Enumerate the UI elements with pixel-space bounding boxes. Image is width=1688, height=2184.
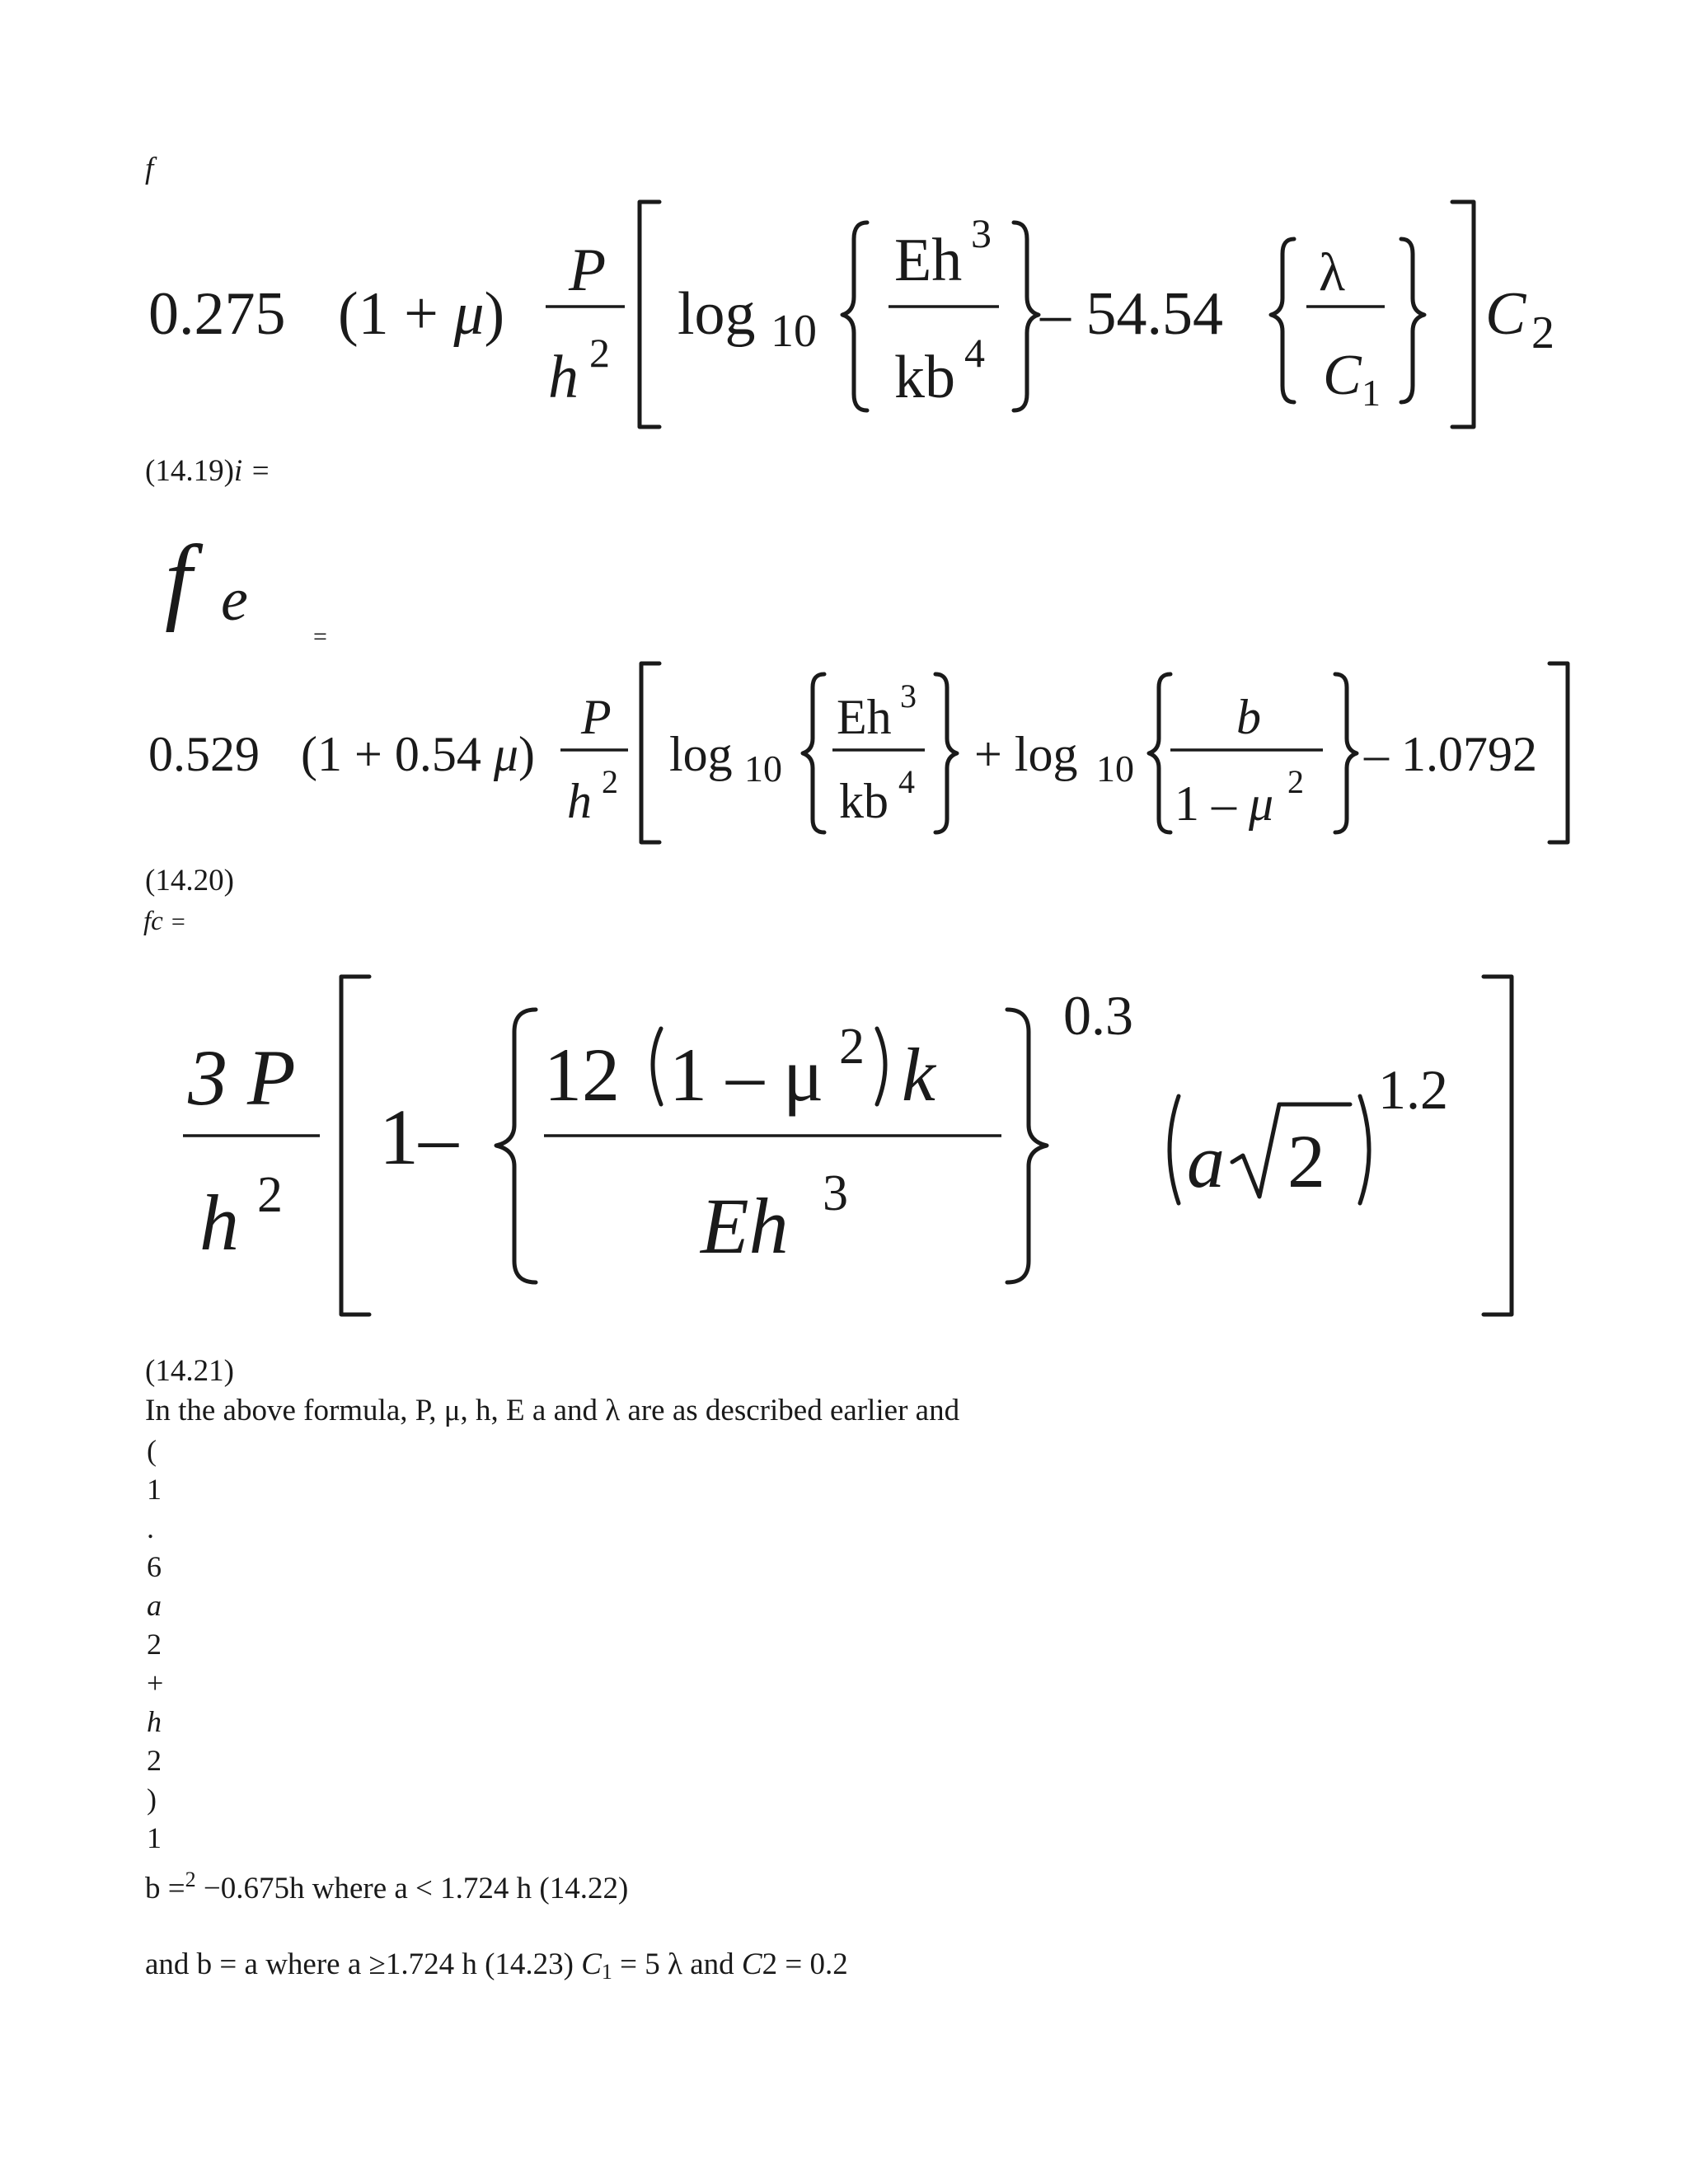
f2-b: b [1236,690,1261,744]
equation-number-14-21: (14.21) [145,1354,234,1388]
f3-h: h [199,1179,239,1267]
f1-C1: C [1323,344,1362,407]
f2-kb: kb [839,774,889,828]
f3-k: k [902,1033,935,1117]
f3-Eh-exp: 3 [823,1165,848,1221]
f1-lambda: λ [1319,242,1346,302]
f2-brace2-right [1335,674,1357,832]
vchar-0: ( [147,1434,157,1467]
f1-brace-left [842,223,867,410]
f1-log-base: 10 [771,306,817,357]
f2-mu: μ [493,727,518,781]
f2-group-open: (1 + 0.54 [301,727,494,781]
vchar-3: 6 [147,1550,162,1583]
f3-brace-right [1007,1010,1047,1282]
f1-brace2-left [1271,239,1294,402]
f2-constant: – 1.0792 [1364,727,1537,781]
f3-inner: 1 – μ [669,1033,824,1117]
f-top-label: f [145,152,154,185]
C2-letter: C [741,1947,762,1981]
f1-left-bracket [640,202,659,427]
f1-minus-constant: – 54.54 [1040,280,1223,348]
fe-e: e [221,566,248,634]
f2-one-minus-mu [1175,776,1273,831]
b-line-post: −0.675h where a < 1.724 h (14.22) [195,1872,629,1905]
i-equals-label: i = [233,454,271,488]
f3-Eh: Eh [701,1182,789,1270]
vchar-5: 2 [147,1628,162,1661]
f1-h: h [548,344,579,411]
f3-h-exp: 2 [257,1167,283,1223]
f2-log: log [669,727,733,781]
C2-rest: 2 = 0.2 [762,1947,848,1981]
f3-twelve: 12 [544,1033,620,1117]
b-line-sup: 2 [185,1868,196,1891]
fe-equals-sign: = [313,623,327,650]
f2-Eh-exp: 3 [900,677,917,715]
f3-inner-exp: 2 [839,1019,865,1075]
f2-brace-left [803,674,824,832]
f2-right-bracket [1550,663,1568,842]
equation-number-14-20: (14.20) [145,864,234,898]
vchar-6: + [147,1666,164,1699]
eq-number: (14.19) [145,454,234,488]
fc-symbol: fc [143,907,163,936]
f2-group-close: ) [518,727,535,781]
f1-brace-right [1014,223,1039,410]
f2-plus-log: + log [974,727,1078,781]
f2-mu-exp: 2 [1287,763,1304,800]
b-and-C-line [145,1949,848,1983]
f2-brace-right [935,674,957,832]
vchar-10: 1 [147,1821,162,1854]
C1-sub: 1 [601,1960,612,1984]
f3-inner-paren-left [653,1029,661,1104]
f3-brace-left [496,1010,536,1282]
C1-letter: C [581,1947,602,1981]
vchar-4: a [147,1589,162,1622]
f1-group-left: (1 + [338,280,454,348]
f3-inner-paren-right [877,1029,885,1104]
f1-right-bracket [1452,202,1474,427]
f2-group [301,727,535,781]
f1-mu: μ [453,280,485,348]
f1-kb-exp: 4 [964,330,985,376]
f1-Eh: Eh [894,227,963,294]
f3-exp-03: 0.3 [1063,984,1133,1047]
f2-log-base-2: 10 [1096,748,1134,790]
f3-left-bracket [341,977,369,1315]
f2-Eh: Eh [837,690,892,744]
description-line: In the above formula, P, μ, h, E a and λ are as described earlier and [145,1394,960,1427]
f1-group-right: ) [484,280,505,348]
f2-h: h [567,774,592,828]
f2-log-base: 10 [744,748,782,790]
f2-brace2-left [1149,674,1170,832]
formula-14-20 [148,663,1568,842]
f1-one-plus-group [338,280,504,348]
f1-C1-sub: 1 [1362,372,1381,414]
f1-log: log [678,280,756,348]
b-definition-line [145,1869,628,1904]
f1-Eh-exp: 3 [971,210,992,256]
f3-paren-left [1170,1096,1179,1203]
vchar-1: 1 [147,1473,162,1506]
f1-P: P [569,237,607,304]
C1-rest: = 5 λ and [612,1947,742,1981]
f3-root-2: 2 [1287,1119,1325,1203]
b-line-pre: b = [145,1872,185,1905]
formula-14-21 [183,977,1512,1315]
f3-right-bracket [1484,977,1512,1315]
f1-kb: kb [894,344,955,411]
f2-coefficient: 0.529 [148,727,260,781]
and-line-pre: and b = a where a ≥1.724 h (14.23) [145,1947,582,1981]
f3-a: a [1187,1119,1225,1203]
vchar-2: . [147,1511,154,1544]
fe-f: f [165,525,192,633]
vchar-7: h [147,1705,162,1738]
vchar-8: 2 [147,1744,162,1777]
formula-14-19 [148,202,1554,427]
f1-brace2-right [1401,239,1424,402]
f3-three-P: 3 P [188,1033,296,1122]
f3-paren-right [1360,1096,1369,1203]
fc-equals-sign: = [171,908,185,935]
f1-coefficient: 0.275 [148,280,286,348]
f2-left-bracket [641,663,659,842]
f2-kb-exp: 4 [898,763,915,800]
f2-h-exp: 2 [602,763,618,800]
f2-mu-2: μ [1249,776,1274,831]
f1-C2-sub: 2 [1531,307,1554,359]
f3-exp-12: 1.2 [1378,1058,1448,1121]
f1-C2: C [1485,280,1526,348]
f2-one-minus: 1 – [1175,776,1249,831]
f2-P: P [581,690,612,744]
vchar-9: ) [147,1783,157,1816]
f1-h-exp: 2 [589,330,610,376]
fe-symbol [165,525,248,634]
f3-one-minus: 1– [379,1093,458,1181]
